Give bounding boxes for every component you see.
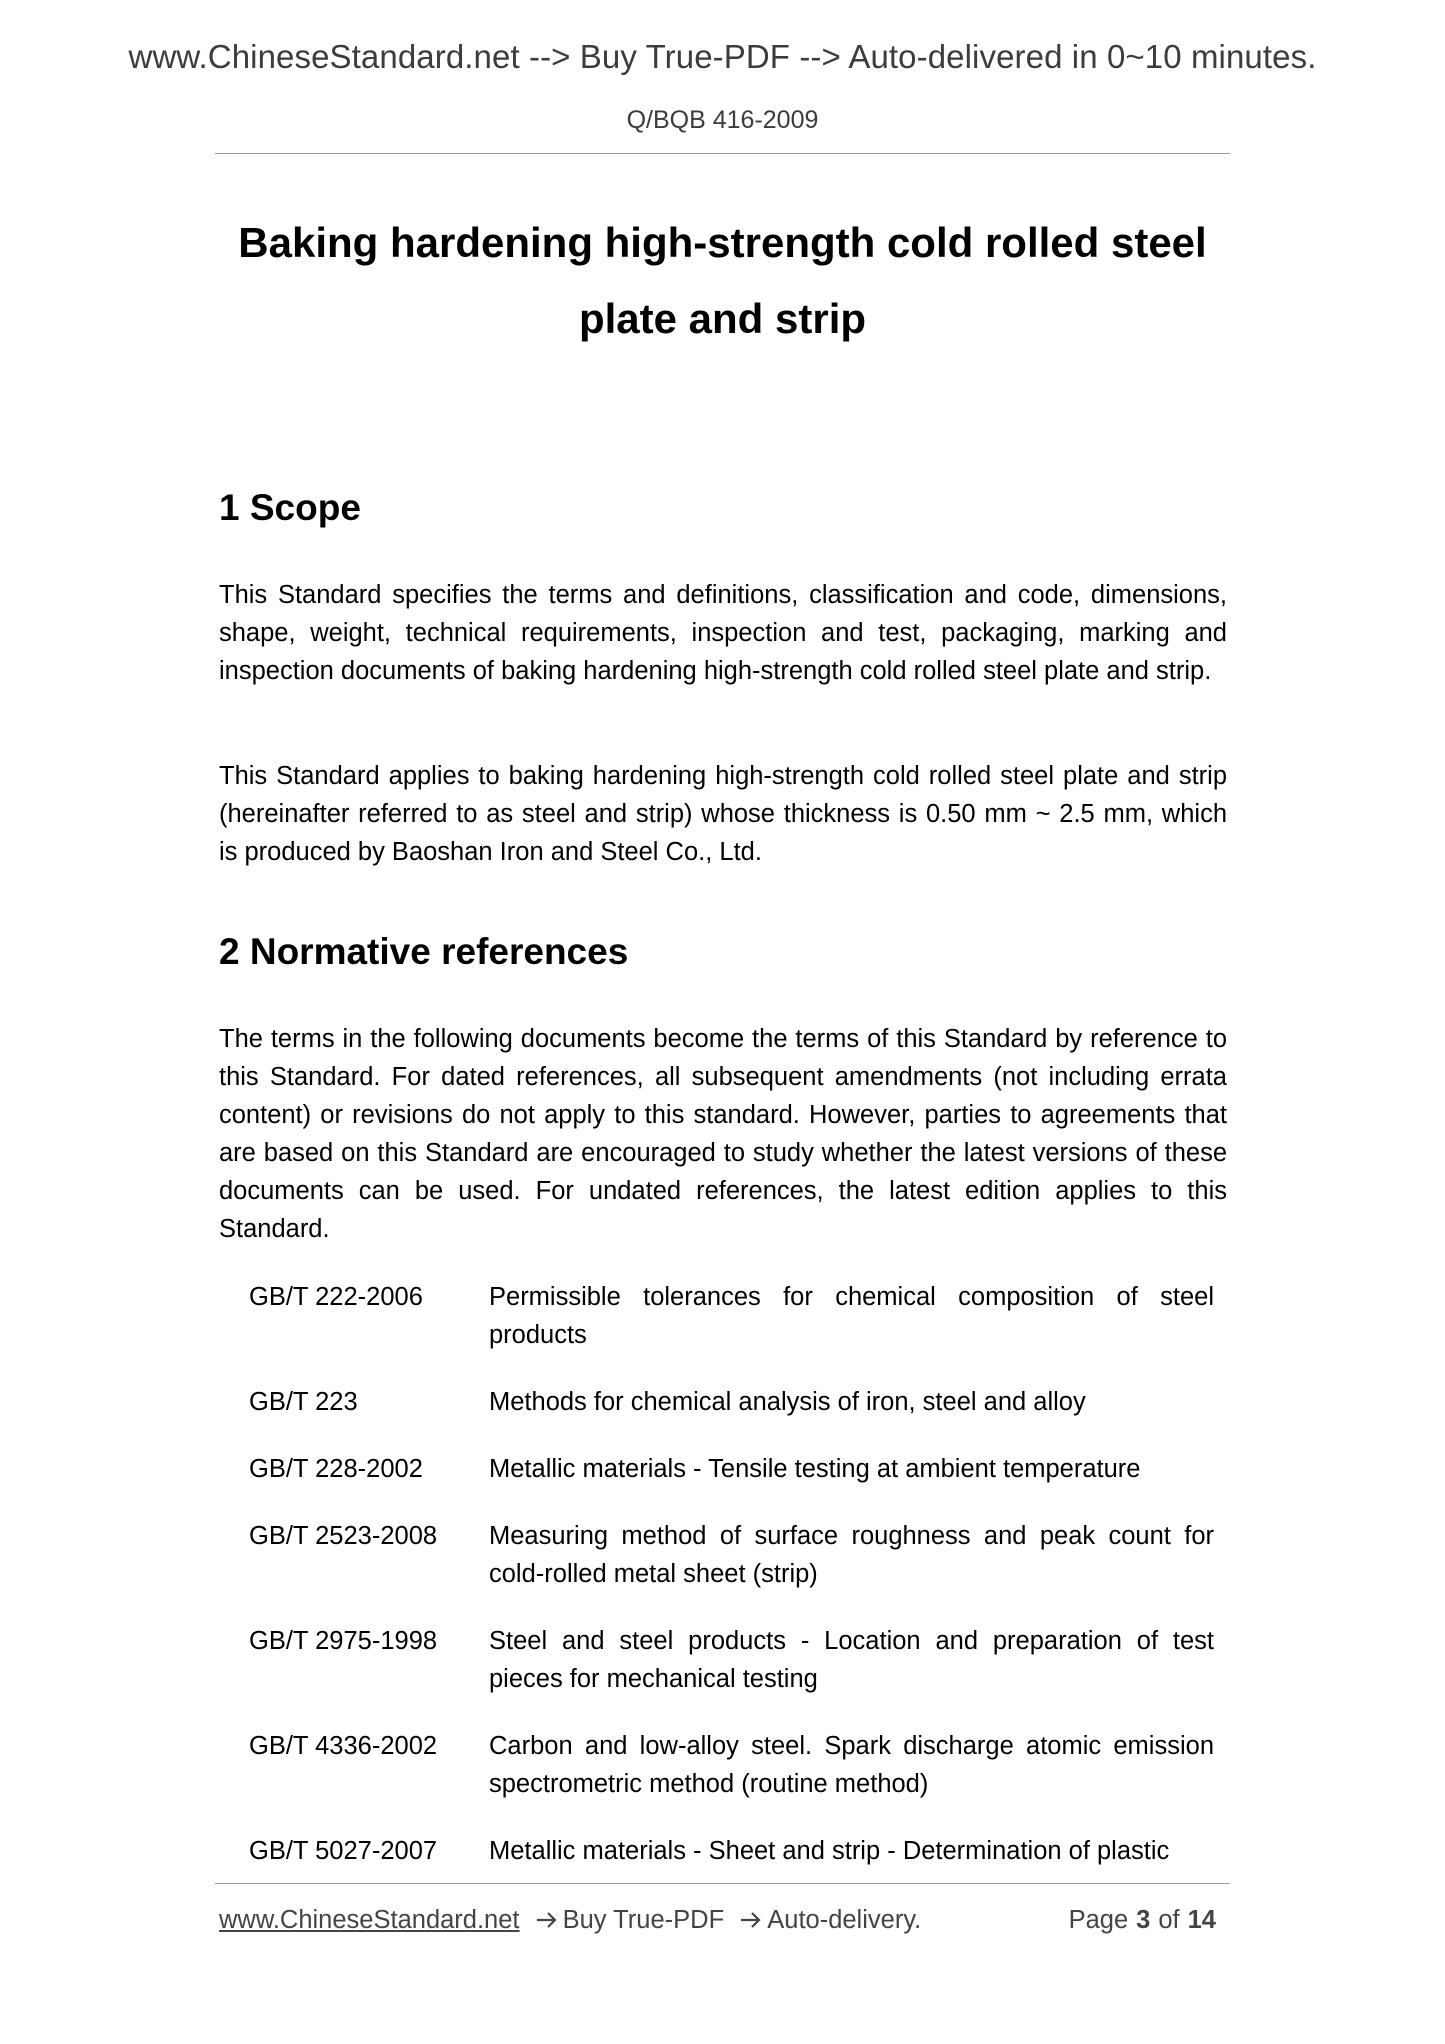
footer-buy-text: Buy True-PDF: [562, 1906, 725, 1934]
reference-item: [249, 1622, 1214, 1698]
reference-item: [249, 1832, 1214, 1870]
site-banner: www.ChineseStandard.net --> Buy True-PDF --> Auto-delivered in 0~10 minutes.: [128, 38, 1317, 75]
page-footer: [219, 1906, 1224, 1935]
title-line-1: Baking hardening high-strength cold rolled steel: [238, 219, 1207, 266]
reference-title: Steel and steel products - Location and preparation of test pieces for mechanical testing: [489, 1627, 1214, 1693]
reference-code: GB/T 2523-2008: [249, 1522, 438, 1550]
scope-heading: 1 Scope: [219, 487, 361, 528]
page-current: 3: [1136, 1906, 1151, 1934]
reference-code: GB/T 2975-1998: [249, 1627, 438, 1655]
of-label: of: [1158, 1906, 1180, 1934]
reference-code: GB/T 4336-2002: [249, 1732, 438, 1760]
references-paragraph: The terms in the following documents become the terms of this Standard by reference to this Standard. For dated references, all subsequent amendments (not including errata content) or revisions do not apply to this standard. However, parties to agreements that are based on this Standard are encouraged to study whether the latest versions of these documents can be used. For undated references, the latest edition applies to this Standard.: [219, 1025, 1227, 1243]
document-title: [215, 205, 1230, 357]
reference-title: Metallic materials - Sheet and strip - Determination of plastic: [489, 1837, 1170, 1865]
reference-item: [249, 1727, 1214, 1803]
title-line-2: plate and strip: [578, 295, 867, 342]
reference-list: [249, 1278, 1214, 1899]
reference-title: Measuring method of surface roughness and peak count for cold-rolled metal sheet (strip): [489, 1522, 1214, 1588]
reference-item: [249, 1450, 1214, 1488]
references-heading: 2 Normative references: [219, 931, 629, 972]
header-divider: [215, 153, 1230, 154]
reference-title: Metallic materials - Tensile testing at ambient temperature: [489, 1455, 1141, 1483]
page-indicator: [1069, 1906, 1224, 1935]
reference-title: Permissible tolerances for chemical composition of steel products: [489, 1283, 1214, 1349]
scope-paragraph-2: This Standard applies to baking hardening high-strength cold rolled steel plate and strip (hereinafter referred to as steel and strip) whose thickness is 0.50 mm ~ 2.5 mm, which is produced by Baoshan Iron and Steel Co., Ltd.: [219, 762, 1227, 866]
footer-delivery-text: Auto-delivery.: [767, 1906, 922, 1934]
page-label: Page: [1068, 1906, 1129, 1934]
arrow-right-icon: [739, 1910, 763, 1930]
reference-item: [249, 1383, 1214, 1421]
footer-site-link[interactable]: www.ChineseStandard.net: [219, 1906, 520, 1934]
document-number: Q/BQB 416-2009: [626, 106, 819, 134]
reference-code: GB/T 5027-2007: [249, 1837, 438, 1865]
page-total: 14: [1187, 1906, 1216, 1934]
reference-code: GB/T 222-2006: [249, 1283, 423, 1311]
reference-title: Carbon and low-alloy steel. Spark discharge atomic emission spectrometric method (routine method): [489, 1732, 1214, 1798]
reference-code: GB/T 228-2002: [249, 1455, 423, 1483]
arrow-right-icon: [535, 1910, 559, 1930]
reference-item: [249, 1278, 1214, 1354]
footer-divider: [215, 1883, 1230, 1884]
reference-code: GB/T 223: [249, 1388, 358, 1416]
reference-item: [249, 1517, 1214, 1593]
reference-title: Methods for chemical analysis of iron, steel and alloy: [489, 1388, 1086, 1416]
scope-paragraph-1: This Standard specifies the terms and definitions, classification and code, dimensions, shape, weight, technical requirements, inspection and test, packaging, marking and inspection documents of baking hardening high-strength cold rolled steel plate and strip.: [219, 581, 1227, 685]
